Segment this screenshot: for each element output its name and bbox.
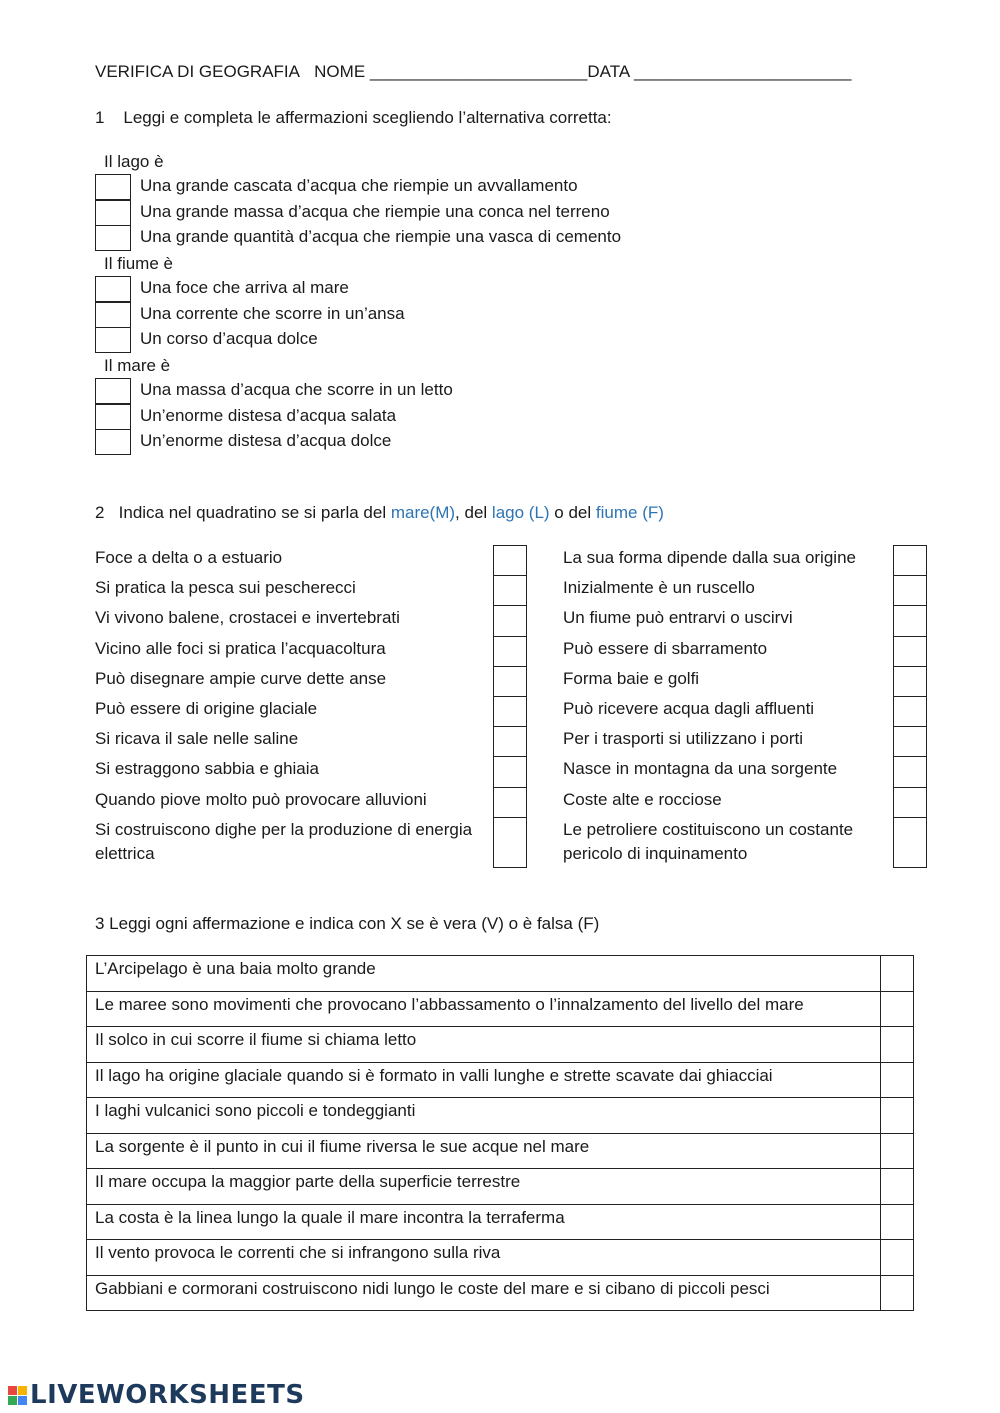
true-false-answer-cell[interactable] bbox=[881, 1062, 914, 1098]
answer-checkbox[interactable] bbox=[95, 404, 131, 430]
legend-sep: , del bbox=[455, 503, 488, 522]
classification-box[interactable] bbox=[493, 575, 527, 606]
answer-checkbox[interactable] bbox=[95, 378, 131, 404]
true-false-answer-cell[interactable] bbox=[881, 1098, 914, 1134]
classification-box[interactable] bbox=[893, 666, 927, 697]
table-row bbox=[87, 1062, 914, 1098]
classification-box[interactable] bbox=[493, 636, 527, 667]
classification-box[interactable] bbox=[893, 726, 927, 757]
statement-cell: Il vento provoca le correnti che si infrangono sulla riva bbox=[87, 1240, 881, 1276]
answer-option: Un corso d’acqua dolce bbox=[140, 329, 318, 348]
classification-item: Si estraggono sabbia e ghiaia bbox=[95, 759, 319, 779]
table-row bbox=[87, 1098, 914, 1134]
classification-box[interactable] bbox=[493, 605, 527, 636]
statement-cell: Il mare occupa la maggior parte della superficie terrestre bbox=[87, 1169, 881, 1205]
statement-cell: Le maree sono movimenti che provocano l’abbassamento o l’innalzamento del livello del mare bbox=[87, 991, 881, 1027]
table-row bbox=[87, 1204, 914, 1240]
table-row bbox=[87, 1169, 914, 1205]
classification-item: Nasce in montagna da una sorgente bbox=[563, 759, 838, 779]
table-row bbox=[87, 1133, 914, 1169]
table-row bbox=[87, 956, 914, 992]
date-label: DATA bbox=[587, 62, 630, 81]
classification-item: Si pratica la pesca sui pescherecci bbox=[95, 578, 356, 598]
statement-cell: La sorgente è il punto in cui il fiume riversa le sue acque nel mare bbox=[87, 1133, 881, 1169]
classification-box[interactable] bbox=[493, 756, 527, 787]
date-field[interactable]: _______________________ bbox=[633, 62, 852, 81]
answer-checkbox[interactable] bbox=[95, 225, 131, 251]
answer-option: Una corrente che scorre in un’ansa bbox=[140, 303, 405, 323]
legend-mare: mare(M) bbox=[390, 503, 456, 522]
answer-option: Un’enorme distesa d’acqua salata bbox=[140, 405, 397, 425]
classification-item: Un fiume può entrarvi o uscirvi bbox=[563, 608, 793, 628]
true-false-answer-cell[interactable] bbox=[881, 1169, 914, 1205]
classification-item: Vicino alle foci si pratica l’acquacoltura bbox=[95, 638, 386, 658]
true-false-answer-cell[interactable] bbox=[881, 1027, 914, 1063]
answer-option: Una grande massa d’acqua che riempie una conca nel terreno bbox=[140, 201, 610, 221]
table-row bbox=[87, 1027, 914, 1063]
classification-item: Coste alte e rocciose bbox=[563, 789, 722, 809]
true-false-table bbox=[86, 955, 914, 1311]
statement-cell: La costa è la linea lungo la quale il mare incontra la terraferma bbox=[87, 1204, 881, 1240]
statement-cell: Il lago ha origine glaciale quando si è formato in valli lunghe e strette scavate dai ghiacciai bbox=[87, 1062, 881, 1098]
liveworksheets-logo bbox=[8, 1380, 305, 1410]
answer-checkbox[interactable] bbox=[95, 174, 131, 200]
name-field[interactable]: _______________________ bbox=[369, 62, 588, 81]
classification-box[interactable] bbox=[893, 545, 927, 576]
answer-checkbox[interactable] bbox=[95, 200, 131, 226]
legend-sep: o del bbox=[554, 503, 592, 522]
answer-option: Un’enorme distesa d’acqua dolce bbox=[140, 431, 392, 450]
classification-box[interactable] bbox=[893, 605, 927, 636]
answer-option: Una foce che arriva al mare bbox=[140, 278, 349, 297]
statement-cell: Gabbiani e cormorani costruiscono nidi lungo le coste del mare e si cibano di piccoli pesci bbox=[87, 1275, 881, 1311]
true-false-answer-cell[interactable] bbox=[881, 956, 914, 992]
true-false-answer-cell[interactable] bbox=[881, 1133, 914, 1169]
answer-option: Una grande quantità d’acqua che riempie una vasca di cemento bbox=[140, 227, 622, 246]
classification-item: Per i trasporti si utilizzano i porti bbox=[563, 729, 803, 749]
true-false-answer-cell[interactable] bbox=[881, 1240, 914, 1276]
true-false-answer-cell[interactable] bbox=[881, 1204, 914, 1240]
logo-text: LIVEWORKSHEETS bbox=[30, 1380, 305, 1410]
table-row bbox=[87, 1240, 914, 1276]
classification-item: Si costruiscono dighe per la produzione di energia elettrica bbox=[95, 819, 473, 863]
statement-cell: L’Arcipelago è una baia molto grande bbox=[87, 956, 881, 992]
section2-number: 2 bbox=[95, 503, 105, 522]
classification-box[interactable] bbox=[893, 696, 927, 727]
classification-item: La sua forma dipende dalla sua origine bbox=[563, 548, 856, 567]
true-false-answer-cell[interactable] bbox=[881, 1275, 914, 1311]
section3-instruction: 3 Leggi ogni affermazione e indica con X se è vera (V) o è falsa (F) bbox=[95, 914, 600, 933]
classification-item: Può disegnare ampie curve dette anse bbox=[95, 668, 387, 688]
true-false-answer-cell[interactable] bbox=[881, 991, 914, 1027]
section2-instruction bbox=[95, 503, 664, 523]
question-stem: Il lago è bbox=[104, 152, 164, 171]
table-row bbox=[87, 991, 914, 1027]
classification-box[interactable] bbox=[493, 696, 527, 727]
logo-grid-icon bbox=[8, 1386, 27, 1405]
answer-checkbox[interactable] bbox=[95, 327, 131, 353]
section1-instruction bbox=[95, 108, 612, 128]
classification-box[interactable] bbox=[493, 545, 527, 576]
answer-checkbox[interactable] bbox=[95, 302, 131, 328]
table-row bbox=[87, 1275, 914, 1311]
classification-box[interactable] bbox=[893, 575, 927, 606]
classification-item: Può essere di sbarramento bbox=[563, 638, 768, 658]
answer-checkbox[interactable] bbox=[95, 429, 131, 455]
answer-option: Una massa d’acqua che scorre in un letto bbox=[140, 380, 453, 399]
classification-item: Può essere di origine glaciale bbox=[95, 699, 318, 718]
classification-box[interactable] bbox=[493, 817, 527, 868]
classification-box[interactable] bbox=[493, 787, 527, 818]
classification-box[interactable] bbox=[493, 666, 527, 697]
classification-box[interactable] bbox=[893, 817, 927, 868]
statement-cell: I laghi vulcanici sono piccoli e tondeggianti bbox=[87, 1098, 881, 1134]
worksheet-header bbox=[95, 62, 851, 82]
legend-fiume: fiume (F) bbox=[595, 503, 664, 522]
legend-lago: lago (L) bbox=[491, 503, 550, 522]
question-stem: Il fiume è bbox=[104, 254, 173, 273]
classification-item: Le petroliere costituiscono un costante pericolo di inquinamento bbox=[563, 819, 854, 863]
section2-text: Indica nel quadratino se si parla del bbox=[118, 503, 387, 522]
classification-box[interactable] bbox=[893, 787, 927, 818]
section1-number: 1 bbox=[95, 108, 105, 127]
classification-item: Foce a delta o a estuario bbox=[95, 548, 283, 567]
statement-cell: Il solco in cui scorre il fiume si chiama letto bbox=[87, 1027, 881, 1063]
classification-item: Quando piove molto può provocare alluvioni bbox=[95, 789, 427, 809]
name-label: NOME bbox=[314, 62, 366, 81]
section1-text: Leggi e completa le affermazioni scegliendo l’alternativa corretta: bbox=[123, 108, 612, 127]
classification-item: Può ricevere acqua dagli affluenti bbox=[563, 699, 815, 718]
classification-box[interactable] bbox=[893, 636, 927, 667]
classification-box[interactable] bbox=[893, 756, 927, 787]
worksheet-title: VERIFICA DI GEOGRAFIA bbox=[95, 62, 300, 81]
classification-item: Si ricava il sale nelle saline bbox=[95, 729, 299, 749]
classification-box[interactable] bbox=[493, 726, 527, 757]
classification-item: Vi vivono balene, crostacei e invertebrati bbox=[95, 608, 400, 628]
question-stem: Il mare è bbox=[104, 356, 171, 375]
classification-item: Inizialmente è un ruscello bbox=[563, 578, 755, 598]
answer-checkbox[interactable] bbox=[95, 276, 131, 302]
answer-option: Una grande cascata d’acqua che riempie un avvallamento bbox=[140, 176, 578, 195]
classification-item: Forma baie e golfi bbox=[563, 668, 700, 688]
